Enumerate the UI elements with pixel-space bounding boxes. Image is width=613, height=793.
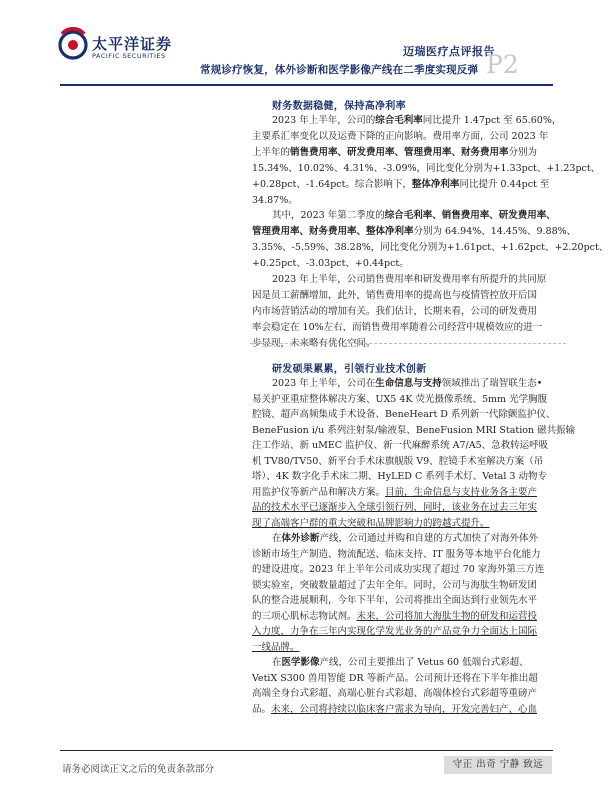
section-title-rnd: 研发硕果累累，引领行业技术创新	[272, 364, 427, 375]
text-run: 分别为	[508, 146, 538, 158]
text-line	[252, 178, 566, 192]
text-line	[252, 594, 566, 608]
text-run: 锁实验室，突破数量超过了去年全年。同时，公司与海肽生物研发团	[252, 579, 538, 591]
text-run: 品。	[252, 703, 272, 715]
page-number: P2	[486, 50, 519, 79]
text-run: 用监护仪等新产品和解决方案。	[252, 486, 386, 498]
text-run: 综合毛利率	[375, 115, 423, 126]
text-line	[272, 656, 566, 670]
text-run: 在	[272, 657, 282, 668]
text-run: 分别为 64.94%、14.45%、9.88%、	[413, 226, 577, 238]
text-line	[252, 610, 566, 624]
text-run: 2023 年上半年，公司的	[272, 115, 376, 126]
text-line	[252, 146, 566, 160]
text-run: 销售费用率、研发费用率、管理费用率、财务费用率	[290, 146, 509, 158]
text-line	[252, 408, 566, 422]
text-run: 体外诊断	[281, 533, 320, 544]
report-headline: 常规诊疗恢复，体外诊断和医学影像产线在二季度实现反弹	[200, 64, 479, 76]
text-line	[252, 517, 566, 531]
text-line	[252, 579, 566, 593]
text-run: 队的整合进展顺利，今年下半年，公司将推出全面达到行业领先水平	[252, 595, 538, 606]
text-run: 同比提升 0.44pct 至	[459, 178, 550, 190]
text-line	[252, 289, 566, 303]
text-line	[252, 305, 566, 319]
text-run: 率会稳定在 10%左右，而销售费用率随着公司经营中规模效应的进一	[252, 321, 543, 333]
text-line	[272, 209, 566, 223]
footer-disclaimer: 请务必阅读正文之后的免责条款部分	[62, 764, 215, 775]
text-run: 诊断市场生产制造、物流配送、临床支持、IT 服务等本地平台化能力	[252, 548, 541, 560]
text-line	[252, 241, 609, 255]
text-run: +0.28pct、-1.64pct。综合影响下，	[252, 178, 412, 190]
text-run: 未来，公司将持续以临床客户需求为导向，开发完善妇产、心血	[271, 703, 538, 715]
text-run: 未来，公司将加大海肽生物的研发和运营投	[356, 610, 538, 622]
text-run: 因是员工薪酬增加，此外，销售费用率的提高也与疫情管控放开后国	[252, 289, 538, 301]
text-run: 内市场营销活动的增加有关。我们估计，长期来看，公司的研发费用	[252, 305, 538, 317]
text-run: 机 TV80/TV50、新平台手术床旗舰版 V9、腔镜手术室解决方案（吊	[252, 455, 544, 467]
text-run: 塔）、4K 数字化手术床二期、HyLED C 系列手术灯、Vetal 3 动物专	[252, 471, 547, 482]
text-run: 3.35%、-5.59%、38.28%，同比变化分别为+1.61pct、+1.62pct、+2.20pct、	[252, 242, 609, 254]
text-run: +0.25pct、-3.03pct、+0.44pct。	[252, 258, 409, 270]
header-rule	[60, 84, 553, 86]
text-run: 在	[272, 533, 282, 544]
text-line	[252, 672, 566, 686]
footer-rule	[60, 750, 553, 751]
text-line	[252, 321, 566, 335]
text-line	[252, 563, 566, 577]
text-line	[252, 548, 566, 562]
text-run: 目前，生命信息与支持业务各主要产	[385, 486, 538, 498]
text-run: 主要系汇率变化以及运费下降的正向影响。费用率方面，公司 2023 年	[252, 130, 549, 142]
text-line	[252, 501, 566, 515]
text-run: 的建设进度。2023 年上半年公司成功实现了超过 70 家海外第三方连	[252, 564, 545, 575]
text-line	[252, 130, 566, 144]
text-line	[272, 273, 566, 287]
text-run: 上半年的	[252, 146, 291, 158]
text-line	[272, 114, 566, 128]
text-run: 生命信息与支持	[375, 378, 442, 389]
logo-name-en: PACIFIC SECURITIES	[92, 52, 166, 60]
logo-name-cn: 太平洋证券	[92, 35, 173, 53]
text-run: 腔镜、超声高频集成手术设备、BeneHeart D 系列新一代除颤监护仪、	[252, 409, 556, 420]
text-run: 综合毛利率、销售费用率、研发费用率、	[384, 210, 556, 222]
text-run: 2023 年上半年，公司在	[272, 378, 376, 389]
text-run: 15.34%、10.02%、4.31%、-3.09%，同比变化分别为+1.33pct、+1.23pct、	[252, 162, 601, 174]
text-run: 注工作站、新 uMEC 监护仪、新一代麻醉系统 A7/A5、急救转运呼吸	[252, 440, 549, 451]
text-line	[252, 486, 566, 500]
text-run: 一线品牌。	[252, 641, 300, 653]
text-run: VetiX S300 兽用智能 DR 等新产品。公司预计还将在下半年推出超	[252, 672, 538, 684]
text-line	[252, 162, 601, 176]
text-run: 现了高端客户群的重大突破和品牌影响力的跨越式提升。	[252, 517, 490, 529]
text-run: 领域推出了瑞智联生态•	[441, 378, 543, 389]
section-divider	[250, 343, 566, 344]
text-run: 入力度，力争在三年内实现化学发光业务的产品竞争力全面达上国际	[252, 626, 538, 637]
text-line	[252, 703, 566, 717]
text-line	[272, 377, 566, 391]
text-run: 34.87%。	[252, 194, 298, 206]
text-run: 的三项心肌标志物试剂。	[252, 610, 357, 622]
text-run: 产线，公司通过并购和自建的方式加快了对海外体外	[319, 533, 539, 544]
text-line	[272, 532, 566, 546]
text-line	[252, 439, 566, 453]
text-line	[252, 625, 566, 639]
text-run: 易关护亚重症整体解决方案、UX5 4K 荧光摄像系统、5mm 光学胸腹	[252, 393, 548, 405]
text-line	[252, 393, 566, 407]
text-run: 同比提升 1.47pct 至 65.60%，	[422, 115, 562, 126]
text-run: 步显现，未来略有优化空间。	[252, 337, 376, 349]
text-line	[252, 194, 566, 208]
text-run: 2023 年上半年，公司销售费用率和研发费用率有所提升的共同原	[272, 274, 547, 285]
text-run: 管理费用率、财务费用率、整体净利率	[252, 226, 414, 238]
text-run: 高端全身台式彩超、高端心脏台式彩超、高端体检台式彩超等重磅产	[252, 688, 538, 699]
text-line	[252, 257, 566, 271]
report-type: 迈瑞医疗点评报告	[403, 45, 495, 58]
text-run: BeneFusion i/u 系列注射泵/输液泵、BeneFusion MRI Station 磁共振输	[252, 424, 576, 436]
text-line	[252, 470, 566, 484]
text-run: 产线，公司主要推出了 Vetus 60 低端台式彩超、	[319, 657, 529, 668]
text-run: 医学影像	[281, 657, 320, 668]
text-line	[252, 225, 577, 239]
section-title-financial: 财务数据稳健，保持高净利率	[272, 101, 406, 112]
text-run: 其中，2023 年第二季度的	[272, 210, 385, 222]
footer-slogan: 守正 出奇 宁静 致远	[444, 756, 552, 774]
text-line	[252, 641, 566, 655]
text-line	[252, 424, 576, 438]
text-run: 整体净利率	[411, 178, 460, 190]
text-line	[252, 687, 566, 701]
text-line	[252, 455, 566, 469]
text-run: 品的技术水平已逐渐步入全球引领行列，同时，该业务在过去三年实	[252, 502, 538, 513]
pacific-securities-logo-icon	[58, 28, 88, 62]
